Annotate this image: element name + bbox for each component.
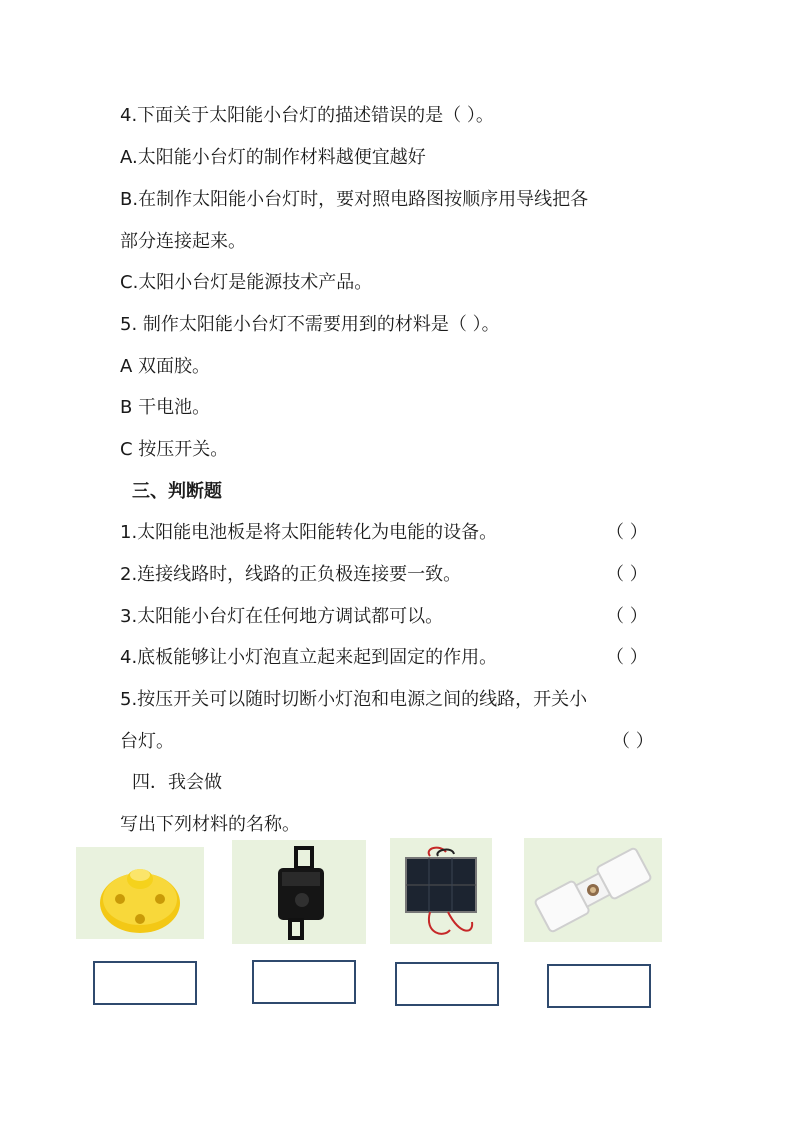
- section-3-heading: 三、判断题: [132, 481, 222, 502]
- judge-item-4: 4.底板能够让小灯泡直立起来起到固定的作用。: [120, 647, 498, 668]
- base-board-icon: [524, 838, 662, 942]
- q5-question: 5. 制作太阳能小台灯不需要用到的材料是（ ）。: [120, 314, 500, 335]
- judge-item-1: 1.太阳能电池板是将太阳能转化为电能的设备。: [120, 522, 498, 543]
- answer-box-3[interactable]: [395, 962, 499, 1006]
- answer-box-4[interactable]: [547, 964, 651, 1008]
- judge-1-paren[interactable]: （ ）: [606, 522, 648, 543]
- answer-box-1[interactable]: [93, 961, 197, 1005]
- judge-item-3: 3.太阳能小台灯在任何地方调试都可以。: [120, 606, 444, 627]
- judge-5-paren[interactable]: （ ）: [612, 731, 654, 752]
- q4-question: 4.下面关于太阳能小台灯的描述错误的是（ ）。: [120, 105, 494, 126]
- solar-panel-icon: [390, 838, 492, 944]
- judge-4-paren[interactable]: （ ）: [606, 647, 648, 668]
- q4-option-b: B.在制作太阳能小台灯时，要对照电路图按顺序用导线把各: [120, 189, 589, 210]
- q4-option-c: C.太阳小台灯是能源技术产品。: [120, 272, 373, 293]
- q4-option-a: A.太阳能小台灯的制作材料越便宜越好: [120, 147, 426, 168]
- judge-2-paren[interactable]: （ ）: [606, 564, 648, 585]
- judge-item-2: 2.连接线路时，线路的正负极连接要一致。: [120, 564, 462, 585]
- lamp-holder-icon: [76, 847, 204, 939]
- section-4-heading: 四．我会做: [132, 772, 222, 793]
- judge-3-paren[interactable]: （ ）: [606, 606, 648, 627]
- judge-item-5-cont: 台灯。: [120, 731, 174, 752]
- q5-option-b: B 干电池。: [120, 397, 211, 418]
- q5-option-a: A 双面胶。: [120, 356, 211, 377]
- push-switch-icon: [232, 840, 366, 944]
- judge-item-5: 5.按压开关可以随时切断小灯泡和电源之间的线路，开关小: [120, 689, 588, 710]
- answer-box-2[interactable]: [252, 960, 356, 1004]
- instruction: 写出下列材料的名称。: [120, 814, 300, 835]
- q5-option-c: C 按压开关。: [120, 439, 229, 460]
- q4-option-b-cont: 部分连接起来。: [120, 231, 246, 252]
